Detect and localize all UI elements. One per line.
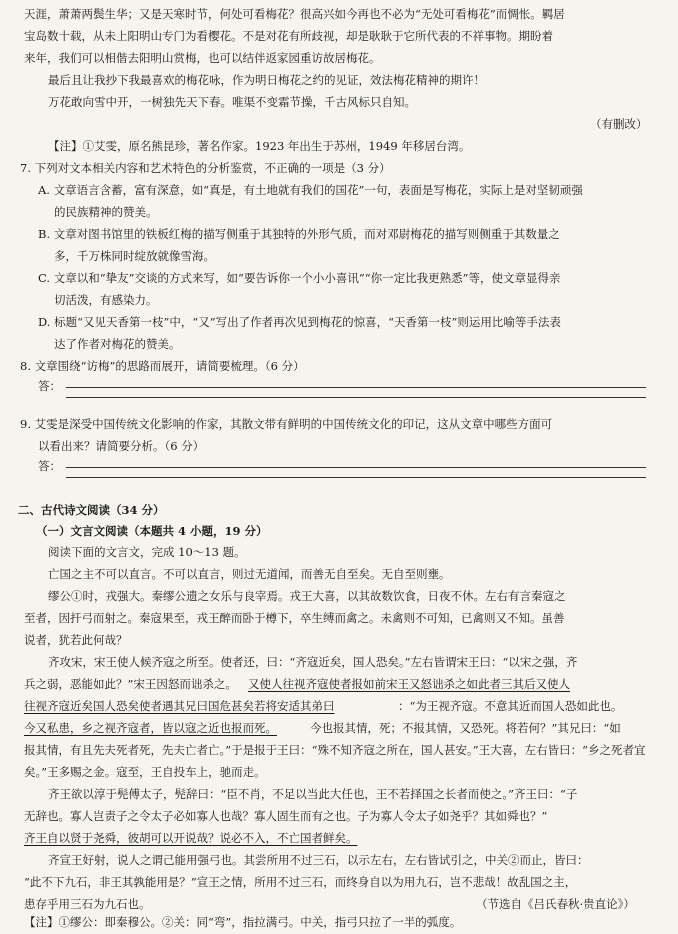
text-line — [0, 288, 678, 312]
line-text: 【注】①艾雯，原名熊昆珍，著名作家。1923 年出生于苏州，1949 年移居台湾。 — [48, 139, 471, 153]
line-text: 亡国之主不可以直言。不可以直言，则过无道闻，而善无自至矣。无自至则壅。 — [48, 567, 451, 581]
line-text: 齐攻宋，宋王使人候齐寇之所至。使者还，曰：“齐寇近矣，国人恐矣。”左右皆谓宋王曰：“以宋之强，齐 — [48, 655, 578, 669]
line-text: “此不下九石，非王其孰能用是？”宣王之情，所用不过三石，而终身自以为用九石，岂不悲哉！故乱国之主， — [24, 875, 577, 889]
text-line — [0, 606, 678, 630]
line-text: 万花敢向雪中开，一树独先天下春。唯渠不变霜节操，千古风标只自知。 — [48, 95, 416, 109]
text-line — [0, 716, 678, 740]
text-line — [0, 870, 678, 894]
line-text: 矣。”王多赐之金。寇至，王自投车上，驰而走。 — [24, 765, 266, 779]
line-text: 缪公①时，戎强大。秦缪公遗之女乐与良宰焉。戎王大喜，以其故数饮食，日夜不休。左右有言秦寇之 — [48, 589, 566, 603]
text-line — [0, 178, 678, 202]
line-text: ：“为王视齐寇。不意其近而国人恐如此也。 — [398, 699, 623, 713]
line-text: 最后且让我抄下我最喜欢的梅花咏，作为明日梅花之约的见证，效法梅花精神的期许！ — [48, 73, 485, 87]
line-text: 的民族精神的赞美。 — [54, 205, 158, 219]
text-line — [0, 200, 678, 224]
line-text: 以看出来？请简要分析。（6 分） — [38, 439, 205, 453]
answer-line-q9-2 — [66, 477, 646, 478]
line-text: A. 文章语言含蓄，富有深意，如“真是，有土地就有我们的国花”一句，表面是写梅花，实际上是对坚韧顽强 — [38, 183, 583, 197]
text-line — [0, 412, 678, 436]
text-line — [0, 68, 678, 92]
line-text: 答： — [38, 459, 61, 473]
line-text: 来年，我们可以相偕去阳明山赏梅，也可以结伴返家园重访故居梅花。 — [24, 51, 381, 65]
text-line — [0, 782, 678, 806]
text-line — [0, 374, 678, 398]
text-line — [0, 134, 678, 158]
text-line — [0, 826, 678, 850]
text-line — [0, 24, 678, 48]
text-line — [0, 628, 678, 652]
line-text: 说者，犹若此何哉？ — [24, 633, 128, 647]
text-line — [0, 848, 678, 872]
line-text: 患存乎用三石为九石也。 — [24, 897, 151, 911]
text-line — [0, 584, 678, 608]
answer-line-q8-2 — [66, 397, 646, 398]
line-text: 8. 文章围绕“访梅”的思路而展开，请简要梳理。（6 分） — [20, 359, 305, 373]
line-text: （节选自《吕氏春秋·贵直论》） — [476, 897, 635, 911]
line-text: 兵之弱，恶能如此？”宋王因怒而诎杀之。 — [24, 677, 237, 691]
line-text: C. 文章以和“挚友”交谈的方式来写，如“要告诉你一个小小喜讯”“你一定比我更熟悉”等，使文章显得亲 — [38, 271, 561, 285]
text-line — [0, 540, 678, 564]
line-text: 7. 下列对文本相关内容和艺术特色的分析鉴赏，不正确的一项是（3 分） — [20, 161, 391, 175]
answer-line-q8 — [66, 387, 646, 388]
line-text: 答： — [38, 379, 61, 393]
text-line — [0, 562, 678, 586]
answer-line-q9 — [66, 467, 646, 468]
line-text: 天涯，萧萧两鬓生华；又是天寒时节，何处可看梅花？很高兴如今再也不必为“无处可看梅花”而惆怅。羁居 — [24, 7, 565, 21]
text-line — [0, 760, 678, 784]
line-text: 宝岛数十载，从未上阳明山专门为看樱花。不是对花有所歧视，却是耿耿于它所代表的不祥事物。期盼着 — [24, 29, 553, 43]
line-text: 多，千万株同时绽放就像雪海。 — [54, 249, 215, 263]
text-line — [0, 694, 678, 718]
text-line — [0, 112, 678, 136]
text-line — [0, 266, 678, 290]
line-text: 齐王自以贤于尧舜，彼胡可以开说哉？说必不入，不亡国者鲜矣。 — [24, 831, 358, 845]
line-text: 又使人往视齐寇使者报如前宋王又怒诎杀之如此者三其后又使人 — [248, 677, 570, 691]
line-text: 报其情，有且先夫死者死，先夫亡者亡。”于是报于王曰：“殊不知齐寇之所在，国人甚安。”王大喜，左右皆曰：“乡之死者宜 — [24, 743, 646, 757]
line-text: 9. 艾雯是深受中国传统文化影响的作家，其散文带有鲜明的中国传统文化的印记，这从文章中哪些方面可 — [20, 417, 553, 431]
text-line — [0, 90, 678, 114]
line-text: 往视齐寇近矣国人恐矣使者遇其兄曰国危甚矣若将安适其弟曰 — [24, 699, 335, 713]
text-line — [0, 672, 678, 696]
text-line — [0, 2, 678, 26]
text-line — [0, 804, 678, 828]
text-line — [0, 738, 678, 762]
text-line — [0, 650, 678, 674]
line-text: 至者，因扞弓而射之。秦寇果至，戎王醉而卧于樽下，卒生缚而禽之。未禽则不可知，已禽则又不知。虽善 — [24, 611, 565, 625]
text-line — [0, 310, 678, 334]
line-text: D. 标题“又见天香第一枝”中，“又”写出了作者再次见到梅花的惊喜，“天香第一枝”则运用比喻等手法表 — [38, 315, 561, 329]
line-text: （一）文言文阅读（本题共 4 小题，19 分） — [36, 524, 268, 538]
line-text: 今又私患，乡之视齐寇者，皆以寇之近也报而死。 — [24, 721, 277, 735]
line-text: 【注】①缪公：即秦穆公。②关：同“弯”，指拉满弓。中关，指弓只拉了一半的弧度。 — [24, 915, 462, 929]
text-line — [0, 244, 678, 268]
line-text: 达了作者对梅花的赞美。 — [54, 337, 181, 351]
line-text: 二、古代诗文阅读（34 分） — [18, 503, 165, 517]
text-line — [0, 46, 678, 70]
text-line — [0, 332, 678, 356]
line-text: 今也报其情，死；不报其情，又恐死。将若何？”其兄曰：“如 — [310, 721, 621, 735]
text-line — [0, 156, 678, 180]
line-text: 切活泼，有感染力。 — [54, 293, 158, 307]
text-line — [0, 222, 678, 246]
line-text: （有删改） — [590, 117, 648, 131]
line-text: 齐王欲以淳于髡傅太子，髡辞曰：“臣不肖，不足以当此大任也，王不若择国之长者而使之。”齐王曰：“子 — [48, 787, 578, 801]
line-text: 齐宣王好射，说人之谓己能用强弓也。其尝所用不过三石，以示左右，左右皆试引之，中关②而止，皆曰： — [48, 853, 589, 867]
line-text: 阅读下面的文言文，完成 10～13 题。 — [48, 545, 246, 559]
line-text: 无辞也。寡人岂责子之令太子必如寡人也哉？寡人固生而有之也。子为寡人令太子如尧乎？其如舜也？” — [24, 809, 548, 823]
text-line — [0, 910, 678, 934]
line-text: B. 文章对图书馆里的铁板红梅的描写侧重于其独特的外形气质，而对邓尉梅花的描写则侧重于其数量之 — [38, 227, 560, 241]
text-line — [0, 454, 678, 478]
